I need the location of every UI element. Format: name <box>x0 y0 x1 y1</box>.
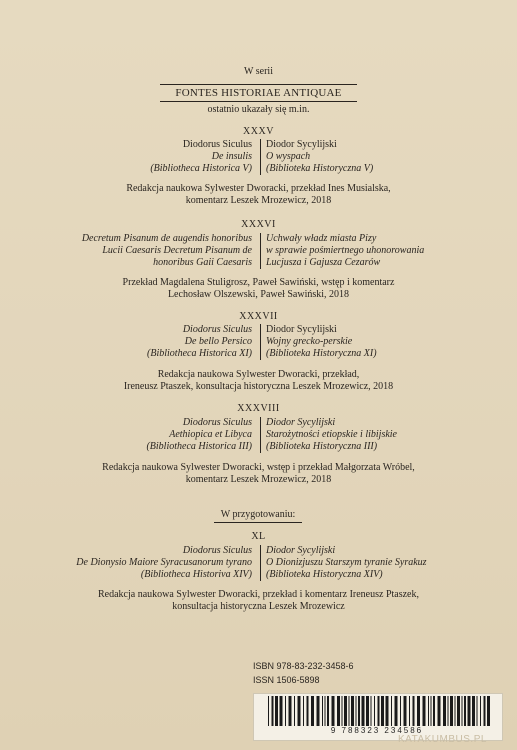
barcode-bar <box>351 696 354 726</box>
watermark: KATAKUMBUS.PL <box>398 734 487 745</box>
barcode-bar <box>374 696 375 726</box>
barcode-bar <box>487 696 490 726</box>
barcode-bar <box>298 696 301 726</box>
series-title: FONTES HISTORIAE ANTIQUAE <box>160 84 357 102</box>
entry-credits: Redakcja naukowa Sylwester Dworacki, przekład Ines Musialska, komentarz Leszek Mrozewicz, 2018 <box>126 183 391 206</box>
barcode-bar <box>307 696 309 726</box>
barcode-bar <box>386 696 389 726</box>
barcode-bar <box>303 696 304 726</box>
barcode-bar <box>464 696 466 726</box>
barcode-bar <box>417 696 420 726</box>
entry-latin: Diodorus Siculus De bello Persico (Bibliotheca Historica XI) <box>147 324 252 359</box>
entry-latin: Diodorus Siculus De Dionysio Maiore Syracusanorum tyrano (Bibliotheca Historiva XIV) <box>76 545 252 580</box>
barcode-bar <box>409 696 410 726</box>
barcode-bar <box>285 696 286 726</box>
entry-latin: Decretum Pisanum de augendis honoribus Lucii Caesaris Decretum Pisanum de honoribus Gaii Caesaris <box>81 233 252 268</box>
barcode-bar <box>362 696 365 726</box>
barcode-bar <box>443 696 446 726</box>
entry-polish: Uchwały władz miasta Pizy w sprawie pośmiertnego uhonorowania Lucjusza i Gajusza Cezarów <box>260 233 424 269</box>
entry-number: XXXVI <box>241 219 276 230</box>
barcode-bar <box>431 696 432 726</box>
recent-label: ostatnio ukazały się m.in. <box>207 104 310 115</box>
entry-number: XXXVIII <box>237 403 280 414</box>
barcode-bar <box>332 696 335 726</box>
barcode-bar <box>480 696 481 726</box>
barcode-bar <box>371 696 372 726</box>
barcode-bar <box>356 696 357 726</box>
barcode-bar <box>349 696 350 726</box>
barcode-bar <box>413 696 415 726</box>
barcode-bar <box>457 696 460 726</box>
entry-number: XL <box>251 531 266 542</box>
entry-polish: Diodor Sycylijski O Dionizjuszu Starszym tyranie Syrakuz (Biblioteka Historyczna XIV) <box>260 545 427 581</box>
in-preparation-label: W przygotowaniu: <box>214 509 302 523</box>
barcode-bar <box>484 696 486 726</box>
barcode-bar <box>472 696 475 726</box>
barcode-bar <box>344 696 347 726</box>
barcode-bar <box>311 696 314 726</box>
barcode-bar <box>438 696 441 726</box>
entry-polish: Diodor Sycylijski O wyspach (Biblioteka Historyczna V) <box>260 139 373 175</box>
barcode-bar <box>327 696 329 726</box>
barcode-bar <box>391 696 392 726</box>
barcode-bar <box>404 696 407 726</box>
barcode-bar <box>468 696 471 726</box>
entry-credits: Redakcja naukowa Sylwester Dworacki, wstęp i przekład Małgorzata Wróbel, komentarz Leszek Mrozewicz, 2018 <box>102 462 415 485</box>
barcode-digits: 9 788323 234586 <box>330 726 424 735</box>
barcode-bar <box>423 696 426 726</box>
entry-latin: Diodorus Siculus Aethiopica et Libyca (Bibliotheca Historica III) <box>146 417 252 452</box>
barcode-bar <box>358 696 360 726</box>
barcode-bar <box>428 696 429 726</box>
barcode-bar <box>450 696 453 726</box>
barcode-bar <box>268 696 269 726</box>
entry-polish: Diodor Sycylijski Wojny grecko-perskie (Biblioteka Historyczna XI) <box>260 324 377 360</box>
barcode-bar <box>337 696 340 726</box>
barcode-bar <box>455 696 456 726</box>
entry-number: XXXVII <box>239 311 278 322</box>
barcode-bar <box>381 696 384 726</box>
barcode-bar <box>275 696 278 726</box>
barcode-bar <box>366 696 369 726</box>
isbn-text: ISBN 978-83-232-3458-6 <box>253 661 354 671</box>
issn-text: ISSN 1506-5898 <box>253 675 320 685</box>
barcode-bar <box>395 696 398 726</box>
barcode-bar <box>325 696 326 726</box>
entry-latin: Diodorus Siculus De insulis (Bibliotheca Historica V) <box>150 139 252 174</box>
barcode-bar <box>289 696 292 726</box>
barcode-bar <box>280 696 283 726</box>
barcode-bar <box>433 696 435 726</box>
barcode-bar <box>272 696 274 726</box>
barcode-bar <box>342 696 343 726</box>
entry-number: XXXV <box>243 126 274 137</box>
entry-credits: Redakcja naukowa Sylwester Dworacki, przekład, Ireneusz Ptaszek, konsultacja historyczna Leszek Mrozewicz, 2018 <box>123 369 394 392</box>
series-label: W serii <box>244 66 273 77</box>
barcode-bars <box>254 694 502 728</box>
barcode-bar <box>322 696 323 726</box>
barcode-bar <box>317 696 320 726</box>
barcode-bar <box>477 696 478 726</box>
entry-credits: Przekład Magdalena Stuligrosz, Paweł Sawiński, wstęp i komentarz Lechosław Olszewski, Paweł Sawiński, 2018 <box>122 277 395 300</box>
barcode-bar <box>294 696 295 726</box>
barcode-bar <box>378 696 380 726</box>
barcode-bar <box>400 696 401 726</box>
barcode-bar <box>462 696 463 726</box>
entry-credits: Redakcja naukowa Sylwester Dworacki, przekład i komentarz Ireneusz Ptaszek, konsultacja historyczna Leszek Mrozewicz <box>98 589 419 612</box>
entry-polish: Diodor Sycylijski Starożytności etiopskie i libijskie (Biblioteka Historyczna III) <box>260 417 397 453</box>
barcode-bar <box>448 696 449 726</box>
